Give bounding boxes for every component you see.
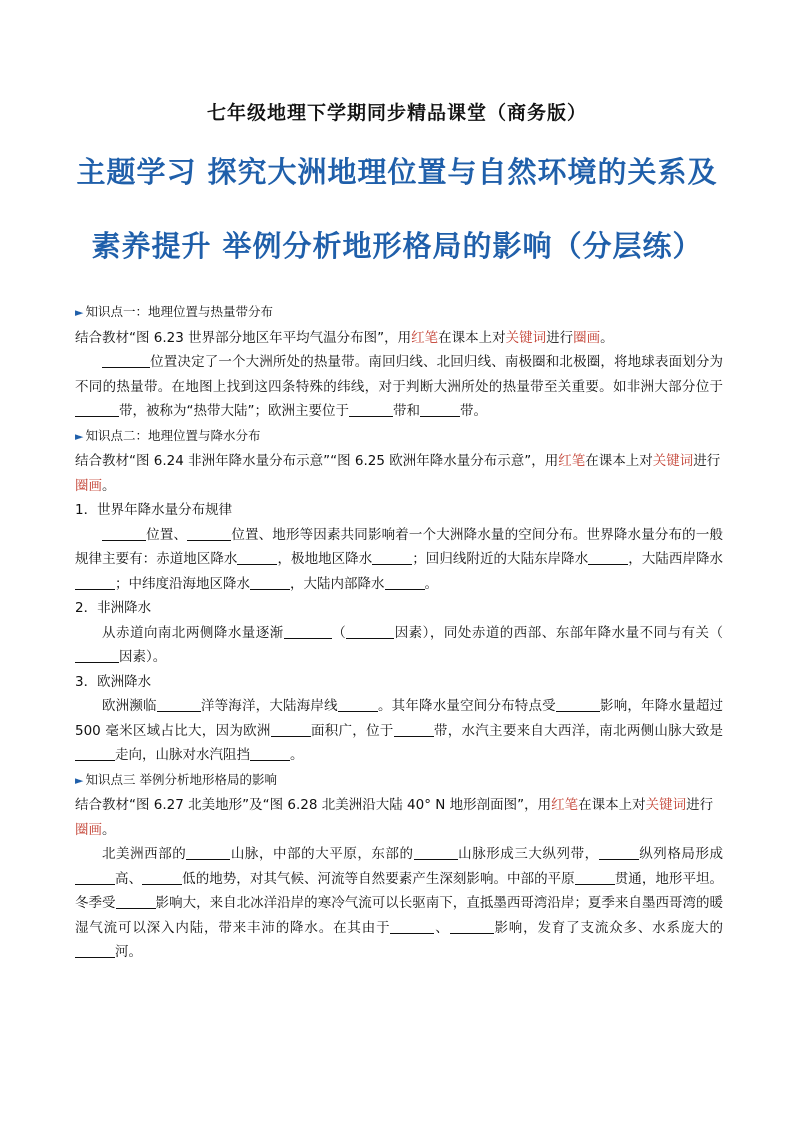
section-3-paragraph: 北美洲西部的 山脉，中部的大平原，东部的 山脉形成三大纵列带， 纵列格局形成高、 低的地势，对其气候、河流等自然要素产生深刻影响。中部的平原 贯通，地形平坦。冬季受 影响大，来自北冰洋沿岸的寒冷气流可以长驱南下，直抵墨西哥湾沿岸；夏季来自墨西哥湾的暖湿气流可以深入内陆，带来丰沛的降水。在其由于 、 影响，发育了支流众多、水系庞大的河。 xyxy=(75,846,724,960)
subsection-title: 3．欧洲降水 xyxy=(75,673,152,690)
fill-blank[interactable] xyxy=(102,526,146,541)
section-heading-1: ► 知识点一：地理位置与热量带分布 xyxy=(75,304,273,319)
fill-blank[interactable] xyxy=(390,919,434,934)
fill-blank[interactable] xyxy=(187,526,231,541)
section-heading-3: ► 知识点三 举例分析地形格局的影响 xyxy=(75,771,277,787)
fill-blank[interactable] xyxy=(75,648,119,663)
section-1-paragraph: 位置决定了一个大洲所处的热量带。南回归线、北回归线、南极圈和北极圈，将地球表面划分为不同的热量带。在地图上找到这四条特殊的纬线，对于判断大洲所处的热量带至关重要。如非洲大部分位于带，被称为“热带大陆”；欧洲主要位于 带和 带。 xyxy=(75,354,723,419)
fill-blank[interactable] xyxy=(414,845,458,860)
subsection-title: 1．世界年降水量分布规律 xyxy=(75,502,233,518)
fill-blank[interactable] xyxy=(450,919,494,934)
fill-blank[interactable] xyxy=(420,402,460,417)
triangle-bullet-icon: ► xyxy=(75,773,84,787)
document-title-line-2: 素养提升 举例分析地形格局的影响（分层练） xyxy=(91,229,703,263)
fill-blank[interactable] xyxy=(75,746,115,761)
fill-blank[interactable] xyxy=(142,870,182,885)
fill-blank[interactable] xyxy=(237,550,277,565)
fill-blank[interactable] xyxy=(284,624,332,639)
fill-blank[interactable] xyxy=(102,353,150,368)
fill-blank[interactable] xyxy=(116,894,156,909)
subsection-title: 2．非洲降水 xyxy=(75,600,152,616)
document-title-line-1: 主题学习 探究大洲地理位置与自然环境的关系及 xyxy=(76,155,718,189)
section-3-instruction: 结合教材“图 6.27 北美地形”及“图 6.28 北美洲沿大陆 40° N 地形剖面图”，用红笔在课本上对关键词进行圈画。 xyxy=(75,797,714,838)
section-2-paragraph-1: 位置、 位置、地形等因素共同影响着一个大洲降水量的空间分布。世界降水量分布的一般规律主要有：赤道地区降水 ，极地地区降水 ；回归线附近的大陆东岸降水 ，大陆西岸降水；中纬度沿海地区降水 ，大陆内部降水 。 xyxy=(75,526,724,592)
section-2-paragraph-3: 欧洲濒临 洋等海洋，大陆海岸线 。其年降水量空间分布特点受 影响，年降水量超过 500 毫米区域占比大，因为欧洲 面积广，位于 带，水汽主要来自大西洋，南北两侧山脉大致是走向，山脉对水汽阻挡 。 xyxy=(75,698,724,763)
fill-blank[interactable] xyxy=(599,845,639,860)
fill-blank[interactable] xyxy=(338,697,378,712)
fill-blank[interactable] xyxy=(556,697,600,712)
fill-blank[interactable] xyxy=(346,624,394,639)
fill-blank[interactable] xyxy=(75,575,115,590)
fill-blank[interactable] xyxy=(250,746,290,761)
fill-blank[interactable] xyxy=(349,402,393,417)
fill-blank[interactable] xyxy=(75,402,119,417)
fill-blank[interactable] xyxy=(271,722,311,737)
fill-blank[interactable] xyxy=(75,943,115,958)
fill-blank[interactable] xyxy=(588,550,628,565)
fill-blank[interactable] xyxy=(575,870,615,885)
fill-blank[interactable] xyxy=(157,697,201,712)
fill-blank[interactable] xyxy=(250,575,290,590)
section-2-instruction: 结合教材“图 6.24 非洲年降水量分布示意”“图 6.25 欧洲年降水量分布示意”，用红笔在课本上对关键词进行圈画。 xyxy=(75,453,721,494)
document-body xyxy=(75,300,723,965)
section-1-instruction: 结合教材“图 6.23 世界部分地区年平均气温分布图”，用红笔在课本上对关键词进行圈画。 xyxy=(75,329,614,346)
triangle-bullet-icon: ► xyxy=(75,306,84,319)
fill-blank[interactable] xyxy=(394,722,434,737)
section-2-paragraph-2: 从赤道向南北两侧降水量逐渐 （ 因素），同处赤道的西部、东部年降水量不同与有关（因素）。 xyxy=(75,621,723,670)
triangle-bullet-icon: ► xyxy=(75,429,84,443)
fill-blank[interactable] xyxy=(75,870,115,885)
document-subtitle: 七年级地理下学期同步精品课堂（商务版） xyxy=(206,102,587,124)
fill-blank[interactable] xyxy=(385,575,425,590)
section-heading-2: ► 知识点二：地理位置与降水分布 xyxy=(75,427,261,443)
fill-blank[interactable] xyxy=(186,845,230,860)
fill-blank[interactable] xyxy=(372,550,412,565)
